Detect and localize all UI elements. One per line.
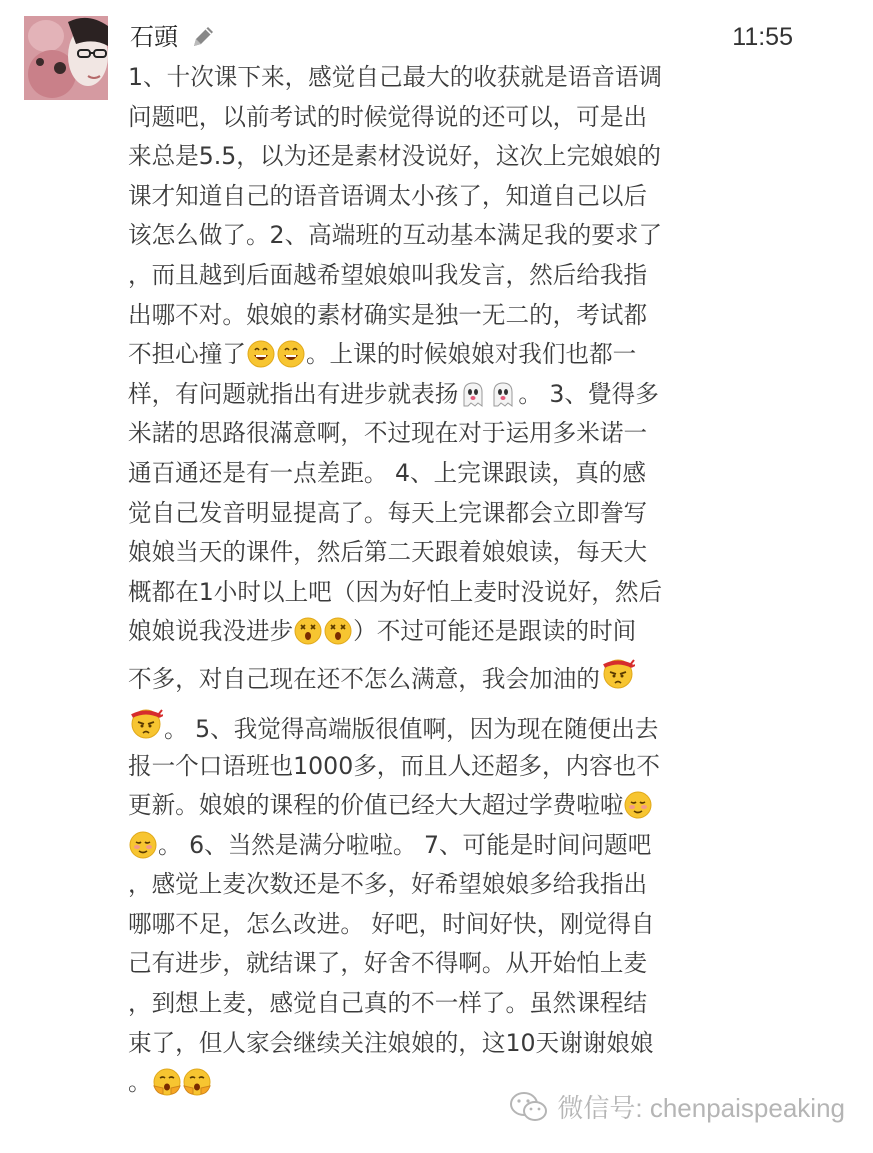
comment-text: 不多，对自己现在还不怎么满意，我会加油的	[128, 664, 600, 693]
comment-line	[128, 786, 698, 826]
comment-line	[128, 216, 698, 256]
comment-line	[128, 58, 698, 98]
comment-text: 报一个口语班也1000多，而且人还超多，内容也不	[128, 751, 660, 780]
comment-line	[128, 454, 698, 494]
dizzy-face-emoji	[324, 617, 352, 645]
comment-text: 米諾的思路很滿意啊，不过现在对于运用多米诺一	[128, 419, 648, 448]
comment-line	[128, 905, 698, 945]
comment-text: 1、十次课下来，感觉自己最大的收获就是语音语调	[128, 63, 663, 91]
comment-line	[128, 984, 698, 1024]
comment-text: 。上课的时候娘娘对我们也都一	[305, 340, 637, 369]
comment-text: ，而且越到后面越希望娘娘叫我发言，然后给我指	[128, 260, 648, 289]
comment-text: ，到想上麦，感觉自己真的不一样了。虽然课程结	[128, 989, 648, 1018]
blushing-face-emoji	[153, 1068, 181, 1096]
comment-text: 通百通还是有一点差距。 4、上完课跟读，真的感	[128, 458, 646, 487]
comment-line	[128, 944, 698, 984]
grinning-emoji	[247, 340, 275, 368]
determined-face-emoji	[601, 657, 635, 691]
comment-text: 。	[128, 1068, 152, 1097]
comment-text: 更新。娘娘的课程的价值已经大大超过学费啦啦	[128, 791, 624, 820]
blushing-face-emoji	[183, 1068, 211, 1096]
comment-text: 不担心撞了	[128, 340, 246, 369]
comment-text: 娘娘说我没进步	[128, 617, 294, 646]
comment-line	[128, 335, 698, 375]
comment-line	[128, 652, 698, 707]
comment-text: 。 5、我觉得高端版很值啊，因为现在随便出去	[164, 714, 659, 743]
comment-line	[128, 375, 698, 415]
determined-face-emoji	[129, 707, 163, 741]
watermark-text: 微信号: chenpaispeaking	[557, 1093, 845, 1123]
comment-line	[128, 533, 698, 573]
comment-line	[128, 296, 698, 336]
comment-body	[128, 58, 698, 1103]
comment-line	[128, 707, 698, 747]
comment-text: 己有进步，就结课了，好舍不得啊。从开始怕上麦	[128, 949, 648, 978]
post-time: 11:55	[732, 23, 793, 51]
comment-text: 该怎么做了。2、高端班的互动基本满足我的要求了	[128, 221, 663, 250]
comment-text: 来总是5.5，以为还是素材没说好，这次上完娘娘的	[128, 142, 661, 171]
comment-line	[128, 494, 698, 534]
watermark	[509, 1088, 845, 1125]
comment-line	[128, 747, 698, 787]
comment-line	[128, 137, 698, 177]
comment-text: 。 3、覺得多	[518, 379, 659, 408]
comment-line	[128, 256, 698, 296]
comment-text: 课才知道自己的语音语调太小孩了，知道自己以后	[128, 181, 648, 210]
comment-text: 样，有问题就指出有进步就表扬	[128, 379, 459, 408]
comment-text: 哪哪不足，怎么改进。 好吧，时间好快，刚觉得自	[128, 909, 655, 938]
comment-text: 觉自己发音明显提高了。每天上完课都会立即誊写	[128, 498, 648, 527]
comment-line	[128, 177, 698, 217]
comment-line	[128, 865, 698, 905]
comment-text: ）不过可能还是跟读的时间	[353, 617, 637, 646]
comment-line	[128, 826, 698, 866]
comment-line	[128, 1024, 698, 1064]
wechat-icon	[509, 1091, 549, 1123]
comment-line	[128, 612, 698, 652]
ghost-emoji	[459, 380, 487, 408]
comment-text: ，感觉上麦次数还是不多，好希望娘娘多给我指出	[128, 870, 648, 899]
pencil-icon[interactable]	[190, 24, 216, 50]
dizzy-face-emoji	[294, 617, 322, 645]
comment-text: 概都在1小时以上吧（因为好怕上麦时没说好，然后	[128, 577, 663, 606]
avatar-photo	[24, 16, 108, 100]
avatar[interactable]	[24, 16, 108, 100]
relieved-face-emoji	[624, 791, 652, 819]
relieved-face-emoji	[129, 831, 157, 859]
comment-line	[128, 414, 698, 454]
comment-text: 问题吧，以前考试的时候觉得说的还可以，可是出	[128, 102, 648, 131]
comment-text: 。 6、当然是满分啦啦。 7、可能是时间问题吧	[158, 830, 652, 859]
comment-line	[128, 98, 698, 138]
comment-line	[128, 573, 698, 613]
comment-text: 束了，但人家会继续关注娘娘的，这10天谢谢娘娘	[128, 1028, 654, 1057]
comment-text: 娘娘当天的课件，然后第二天跟着娘娘读，每天大	[128, 538, 648, 567]
username[interactable]: 石頭	[130, 23, 178, 51]
comment-text: 出哪不对。娘娘的素材确实是独一无二的，考试都	[128, 300, 648, 329]
grinning-emoji	[277, 340, 305, 368]
ghost-emoji	[489, 380, 517, 408]
